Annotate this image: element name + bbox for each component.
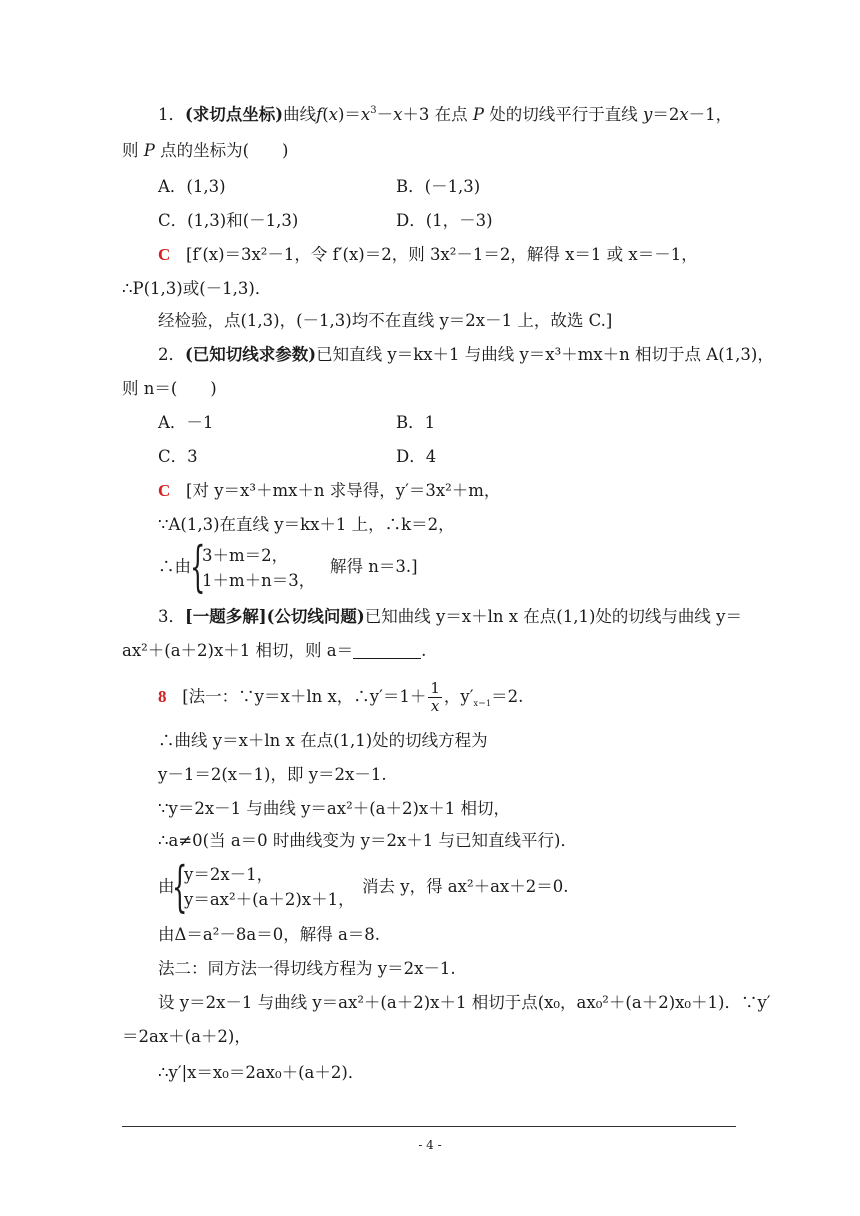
q3-method1-line3: y－1＝2(x－1)，即 y＝2x－1. bbox=[158, 765, 387, 784]
q1-option-a: A．(1,3) bbox=[158, 177, 226, 196]
q3-method1-line1: 8 [法一：∵y＝x＋ln x，∴y′＝1＋ $\frac{1}{x}$ ，$y'_{x=1}=2$. bbox=[158, 679, 524, 715]
q3-method2-line3: ＝2ax＋(a＋2)， bbox=[122, 1027, 251, 1046]
q2-stem-line2: 则 n＝( ) bbox=[122, 379, 217, 398]
q2-solution-result: 解得 n＝3.] bbox=[330, 557, 418, 576]
q2-solution-line2: ∵A(1,3)在直线 y＝kx＋1 上，∴k＝2， bbox=[158, 515, 455, 534]
q3-system-brace: { bbox=[172, 855, 188, 918]
q2-system-brace: { bbox=[190, 535, 206, 598]
q2-system-row1: 3＋m＝2， bbox=[202, 546, 289, 565]
q1-solution-line3: 经检验，点(1,3)，(－1,3)均不在直线 y＝2x－1 上，故选 C.] bbox=[158, 311, 613, 330]
q3-system-result: 消去 y，得 ax²＋ax＋2＝0. bbox=[362, 877, 569, 896]
q3-stem-line2: ax²＋(a＋2)x＋1 相切，则 a＝ . bbox=[122, 641, 427, 660]
q1-option-c: C．(1,3)和(－1,3) bbox=[158, 211, 299, 230]
q2-answer: C bbox=[158, 481, 171, 500]
q3-system-row2: y＝ax²＋(a＋2)x＋1， bbox=[184, 890, 355, 909]
q3-system-prefix: 由 bbox=[158, 877, 175, 896]
q2-stem-line1: 2．(已知切线求参数)已知直线 y＝kx＋1 与曲线 y＝x³＋mx＋n 相切于点 A(1,3)， bbox=[158, 345, 774, 364]
q2-option-a: A．－1 bbox=[158, 413, 214, 432]
q2-option-c: C．3 bbox=[158, 447, 198, 466]
q1-solution-line2: ∴P(1,3)或(－1,3)． bbox=[122, 279, 272, 298]
q2-solution-line1: C [对 y＝x³＋mx＋n 求导得，y′＝3x²＋m， bbox=[158, 481, 501, 500]
q3-method2-line4: ∴y′|x＝x₀＝2ax₀＋(a＋2)． bbox=[158, 1063, 365, 1082]
q3-method1-line5: ∴a≠0(当 a＝0 时曲线变为 y＝2x＋1 与已知直线平行)． bbox=[158, 831, 577, 850]
q3-method1-line7: 由Δ＝a²－8a＝0，解得 a＝8. bbox=[158, 925, 381, 944]
q2-system-prefix: ∴由 bbox=[158, 557, 191, 576]
q3-stem-line1: 3．[一题多解](公切线问题)已知曲线 y＝x＋ln x 在点(1,1)处的切线与曲线 y＝ bbox=[158, 607, 742, 626]
q3-system-row1: y＝2x－1， bbox=[184, 865, 274, 884]
q3-answer: 8 bbox=[158, 687, 167, 706]
q1-answer: C bbox=[158, 245, 171, 264]
q3-method2-line1: 法二：同方法一得切线方程为 y＝2x－1. bbox=[158, 959, 456, 978]
q1-solution-line1: C [f′(x)＝3x²－1，令 f′(x)＝2，则 3x²－1＝2，解得 x＝1 或 x＝－1， bbox=[158, 245, 698, 264]
q3-method2-line2: 设 y＝2x－1 与曲线 y＝ax²＋(a＋2)x＋1 相切于点(x₀，ax₀²＋(a＋2)x₀＋1)．∵y′ bbox=[158, 993, 771, 1012]
q1-option-d: D．(1，－3) bbox=[396, 211, 493, 230]
q3-method1-line4: ∵y＝2x－1 与曲线 y＝ax²＋(a＋2)x＋1 相切， bbox=[158, 799, 510, 818]
page-number: - 4 - bbox=[418, 1138, 442, 1152]
q1-stem-line1: 1．(求切点坐标)曲线$f(x)=x^3-x+3$ 在点 P 处的切线平行于直线 y＝2x－1， bbox=[158, 105, 733, 124]
q2-option-d: D．4 bbox=[396, 447, 437, 466]
q2-system-row2: 1＋m＋n＝3， bbox=[202, 571, 316, 590]
q3-method1-line2: ∴曲线 y＝x＋ln x 在点(1,1)处的切线方程为 bbox=[158, 731, 488, 750]
fraction: $\frac{1}{x}$ bbox=[430, 679, 440, 715]
q1-stem-line2: 则 P 点的坐标为( ) bbox=[122, 141, 289, 160]
footer-divider bbox=[122, 1126, 736, 1127]
q2-option-b: B．1 bbox=[396, 413, 436, 432]
q1-option-b: B．(－1,3) bbox=[396, 177, 481, 196]
answer-blank bbox=[353, 642, 421, 659]
